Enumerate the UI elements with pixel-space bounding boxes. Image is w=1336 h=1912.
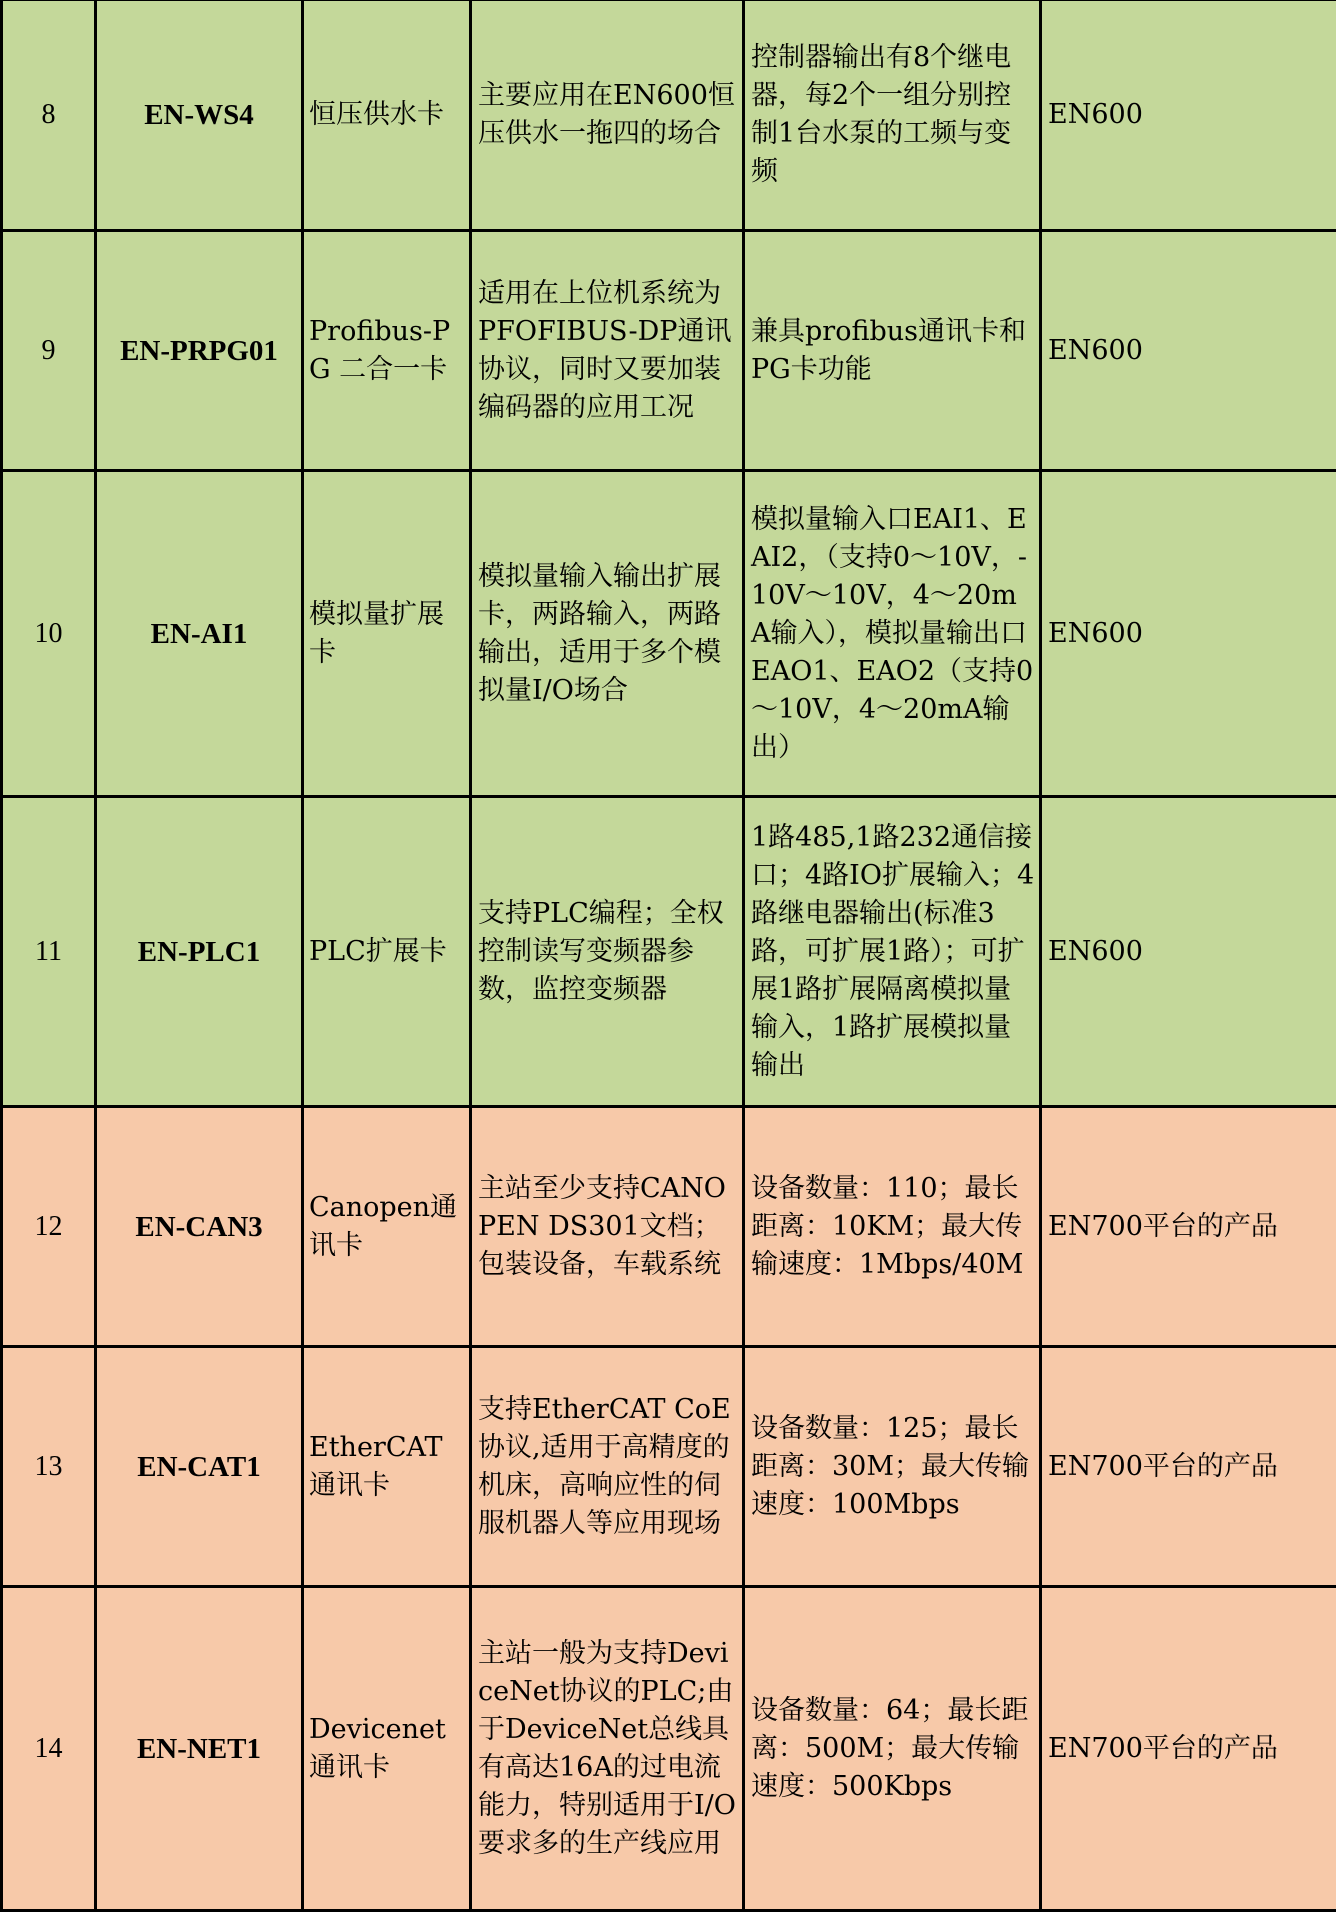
row-number: 11 (2, 797, 96, 1107)
product-name: Canopen通讯卡 (303, 1107, 471, 1347)
table-row (2, 1347, 1336, 1587)
product-model: EN-WS4 (96, 0, 303, 231)
product-platform: EN600 (1041, 797, 1336, 1107)
product-features: 兼具profibus通讯卡和PG卡功能 (744, 231, 1041, 471)
table-row (2, 797, 1336, 1107)
product-model: EN-PRPG01 (96, 231, 303, 471)
table-row (2, 471, 1336, 797)
row-number: 12 (2, 1107, 96, 1347)
table-row (2, 231, 1336, 471)
product-application: 主站一般为支持DeviceNet协议的PLC;由于DeviceNet总线具有高达16A的过电流能力，特别适用于I/O要求多的生产线应用 (471, 1587, 744, 1911)
table-row (2, 1587, 1336, 1911)
product-application: 支持EtherCAT CoE协议,适用于高精度的机床，高响应性的伺服机器人等应用现场 (471, 1347, 744, 1587)
table-row (2, 1107, 1336, 1347)
product-features: 控制器输出有8个继电器，每2个一组分别控制1台水泵的工频与变频 (744, 0, 1041, 231)
product-name: Devicenet通讯卡 (303, 1587, 471, 1911)
product-platform: EN600 (1041, 471, 1336, 797)
product-name: 模拟量扩展卡 (303, 471, 471, 797)
product-model: EN-CAN3 (96, 1107, 303, 1347)
product-model: EN-PLC1 (96, 797, 303, 1107)
product-model: EN-CAT1 (96, 1347, 303, 1587)
row-number: 13 (2, 1347, 96, 1587)
product-application: 主站至少支持CANOPEN DS301文档；包装设备，车载系统 (471, 1107, 744, 1347)
product-application: 支持PLC编程；全权控制读写变频器参数，监控变频器 (471, 797, 744, 1107)
row-number: 8 (2, 0, 96, 231)
product-platform: EN700平台的产品 (1041, 1107, 1336, 1347)
product-name: Profibus-PG 二合一卡 (303, 231, 471, 471)
product-application: 适用在上位机系统为PFOFIBUS-DP通讯协议，同时又要加装编码器的应用工况 (471, 231, 744, 471)
product-name: EtherCAT通讯卡 (303, 1347, 471, 1587)
table-row (2, 0, 1336, 231)
product-features: 设备数量：125；最长距离：30M；最大传输速度：100Mbps (744, 1347, 1041, 1587)
product-features: 1路485,1路232通信接口；4路IO扩展输入；4路继电器输出(标准3路，可扩展1路）；可扩展1路扩展隔离模拟量输入，1路扩展模拟量输出 (744, 797, 1041, 1107)
row-number: 9 (2, 231, 96, 471)
product-platform: EN600 (1041, 0, 1336, 231)
product-platform: EN700平台的产品 (1041, 1347, 1336, 1587)
product-platform: EN700平台的产品 (1041, 1587, 1336, 1911)
product-features: 设备数量：110；最长距离：10KM；最大传输速度：1Mbps/40M (744, 1107, 1041, 1347)
product-name: 恒压供水卡 (303, 0, 471, 231)
row-number: 14 (2, 1587, 96, 1911)
product-application: 主要应用在EN600恒压供水一拖四的场合 (471, 0, 744, 231)
product-model: EN-AI1 (96, 471, 303, 797)
product-features: 设备数量：64；最长距离：500M；最大传输速度：500Kbps (744, 1587, 1041, 1911)
product-model: EN-NET1 (96, 1587, 303, 1911)
product-features: 模拟量输入口EAI1、EAI2，（支持0～10V，-10V～10V，4～20mA输入），模拟量输出口EAO1、EAO2（支持0～10V，4～20mA输出） (744, 471, 1041, 797)
product-name: PLC扩展卡 (303, 797, 471, 1107)
row-number: 10 (2, 471, 96, 797)
product-platform: EN600 (1041, 231, 1336, 471)
product-application: 模拟量输入输出扩展卡，两路输入，两路输出，适用于多个模拟量I/O场合 (471, 471, 744, 797)
